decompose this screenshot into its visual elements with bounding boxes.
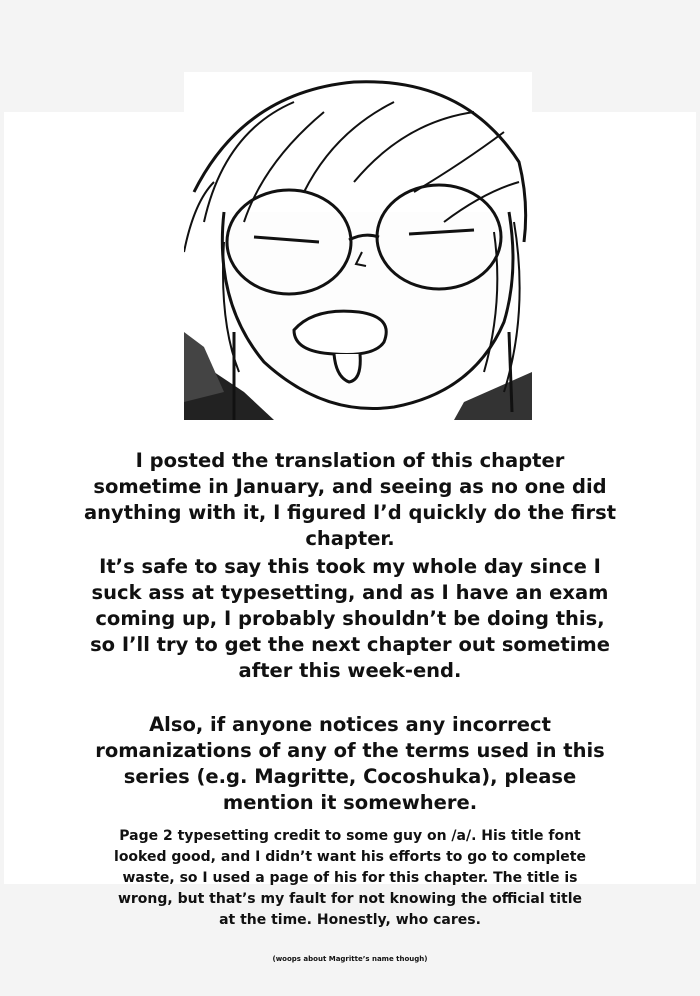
intro-paragraph: I posted the translation of this chapter sometime in January, and seeing as no one did anything with it, I figured I’d quickly do the first chapter.: [83, 449, 617, 550]
footnote-block: [80, 954, 620, 964]
intro-paragraph-block: [80, 448, 620, 552]
exam-paragraph-block: [80, 554, 620, 684]
manga-character-illustration: [184, 72, 532, 420]
footnote: (woops about Magritte’s name though): [272, 955, 428, 963]
exam-paragraph: It’s safe to say this took my whole day since I suck ass at typesetting, and as I have an exam coming up, I probably shouldn’t be doing this, so I’ll try to get the next chapter out sometime after this week-end.: [90, 555, 610, 682]
romanization-paragraph: Also, if anyone notices any incorrect romanizations of any of the terms used in this series (e.g. Magritte, Cocoshuka), please mention it somewhere.: [95, 713, 605, 814]
typesetting-credit: Page 2 typesetting credit to some guy on /a/. His title font looked good, and I didn’t want his efforts to go to complete waste, so I used a page of his for this chapter. The title is wrong, but that’s my fault for not knowing the official title at the time. Honestly, who cares.: [114, 828, 586, 928]
credit-paragraph-block: [110, 826, 590, 931]
romanization-paragraph-block: [80, 712, 620, 816]
character-face-drawing: [184, 72, 532, 420]
